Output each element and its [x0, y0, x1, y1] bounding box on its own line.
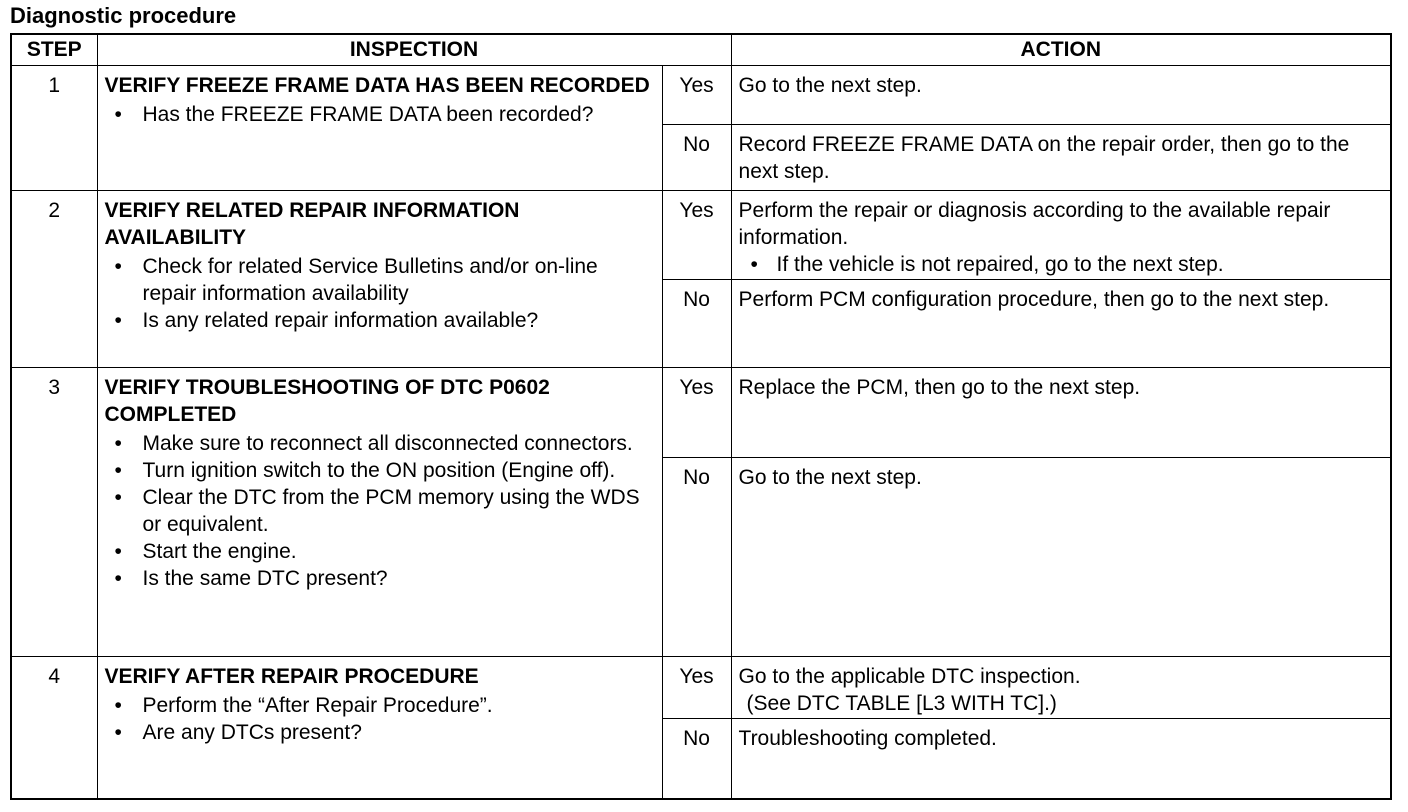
no-action: Troubleshooting completed. [731, 719, 1391, 799]
list-item: • Perform the “After Repair Procedure”. [105, 692, 654, 719]
step-number: 2 [11, 191, 97, 368]
header-inspection: INSPECTION [97, 34, 731, 66]
yes-action: Replace the PCM, then go to the next step. [731, 368, 1391, 458]
list-item: • Make sure to reconnect all disconnected connectors. [105, 430, 654, 457]
inspection-cell [97, 191, 662, 368]
yes-label: Yes [662, 657, 731, 719]
no-label: No [662, 719, 731, 799]
no-action: Perform PCM configuration procedure, then go to the next step. [731, 280, 1391, 368]
inspection-cell [97, 657, 662, 799]
inspection-bullets [105, 692, 654, 746]
list-item: • Turn ignition switch to the ON position (Engine off). [105, 457, 654, 484]
inspection-title: VERIFY TROUBLESHOOTING OF DTC P0602 COMPLETED [104, 376, 550, 426]
list-item: • If the vehicle is not repaired, go to the next step. [739, 251, 1383, 278]
inspection-cell [97, 66, 662, 191]
inspection-bullets [105, 430, 654, 592]
action-bullets [739, 251, 1383, 278]
inspection-title: VERIFY FREEZE FRAME DATA HAS BEEN RECORDED [104, 74, 650, 97]
yes-action: Perform the repair or diagnosis according to the available repair information. [738, 199, 1331, 249]
list-item: • Clear the DTC from the PCM memory using the WDS or equivalent. [105, 484, 654, 538]
yes-label: Yes [662, 66, 731, 125]
inspection-title: VERIFY AFTER REPAIR PROCEDURE [104, 665, 479, 688]
list-item: • Has the FREEZE FRAME DATA been recorded? [105, 101, 654, 128]
yes-label: Yes [662, 191, 731, 280]
diagnostic-procedure-table [10, 33, 1392, 800]
no-label: No [662, 125, 731, 191]
step-number: 1 [11, 66, 97, 191]
inspection-bullets [105, 253, 654, 334]
no-label: No [662, 458, 731, 657]
yes-action-cell [731, 191, 1391, 280]
step-number: 4 [11, 657, 97, 799]
yes-action: Go to the applicable DTC inspection. [738, 665, 1081, 688]
list-item: • Is any related repair information available? [105, 307, 654, 334]
no-label: No [662, 280, 731, 368]
yes-label: Yes [662, 368, 731, 458]
no-action: Go to the next step. [731, 458, 1391, 657]
list-item: • Start the engine. [105, 538, 654, 565]
inspection-cell [97, 368, 662, 657]
yes-action-cell [731, 657, 1391, 719]
no-action: Record FREEZE FRAME DATA on the repair order, then go to the next step. [731, 125, 1391, 191]
list-item: • Check for related Service Bulletins and/or on-line repair information availability [105, 253, 654, 307]
table-row [11, 66, 1391, 125]
table-row [11, 657, 1391, 719]
yes-action-reference: (See DTC TABLE [L3 WITH TC].) [746, 692, 1057, 715]
table-header-row [11, 34, 1391, 66]
table-row [11, 191, 1391, 280]
step-number: 3 [11, 368, 97, 657]
inspection-bullets [105, 101, 654, 128]
table-row [11, 368, 1391, 458]
yes-action: Go to the next step. [731, 66, 1391, 125]
header-step: STEP [11, 34, 97, 66]
page-title: Diagnostic procedure [10, 3, 237, 28]
list-item: • Is the same DTC present? [105, 565, 654, 592]
inspection-title: VERIFY RELATED REPAIR INFORMATION AVAILABILITY [104, 199, 520, 249]
header-action: ACTION [731, 34, 1391, 66]
list-item: • Are any DTCs present? [105, 719, 654, 746]
